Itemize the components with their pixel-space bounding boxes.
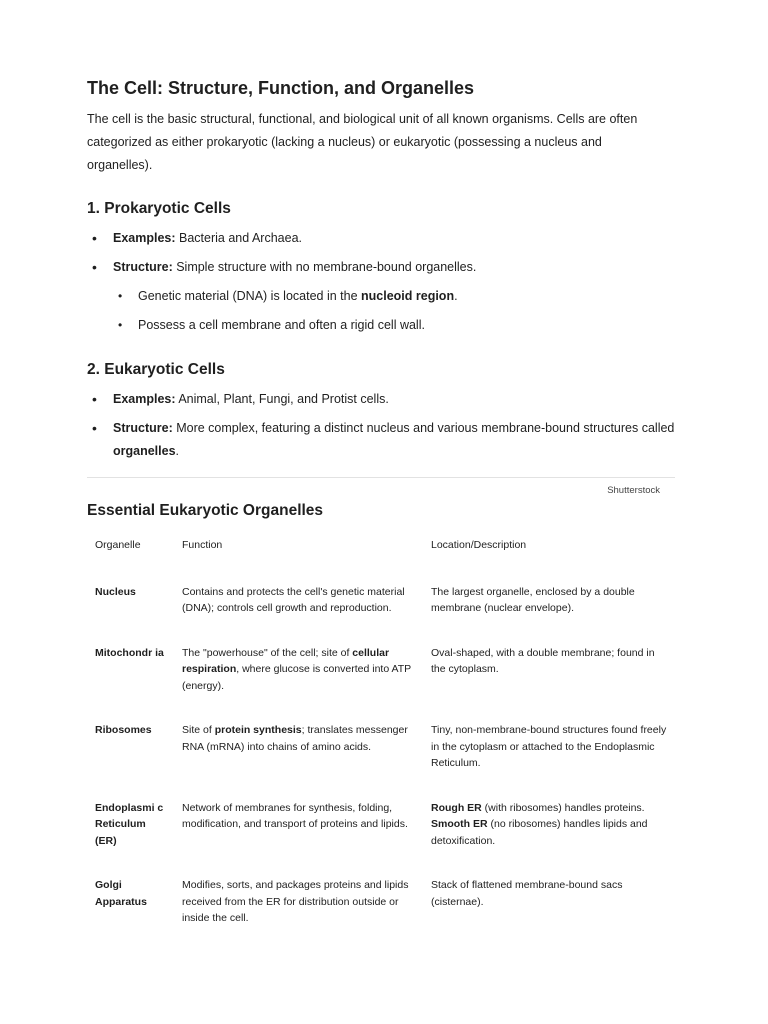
table-row — [87, 722, 677, 800]
table-row — [87, 584, 677, 645]
table-row — [87, 800, 677, 878]
organelle-location: Rough ER (with ribosomes) handles proteins. Smooth ER (no ribosomes) handles lipids and detoxification. — [431, 801, 648, 847]
column-header: Organelle — [95, 539, 141, 551]
organelle-location: Oval-shaped, with a double membrane; found in the cytoplasm. — [431, 646, 655, 675]
eukaryotic-list — [87, 388, 677, 463]
organelle-function: The "powerhouse" of the cell; site of cellular respiration, where glucose is converted into ATP (energy). — [182, 646, 411, 692]
prokaryotic-heading: 1. Prokaryotic Cells — [87, 200, 231, 217]
eukaryotic-heading: 2. Eukaryotic Cells — [87, 361, 225, 378]
divider — [87, 477, 675, 478]
list-item: • Examples: Bacteria and Archaea. — [87, 227, 677, 250]
column-header: Function — [182, 539, 223, 551]
prokaryotic-list — [87, 227, 677, 337]
organelle-location: Stack of flattened membrane-bound sacs (cisternae). — [431, 879, 623, 908]
intro-paragraph: The cell is the basic structural, functional, and biological unit of all known organisms. Cells are often categorized as either prokaryotic (lacking a nucleus) or eukaryotic (possessing a nucleus and organelles). — [87, 112, 638, 172]
organelle-function: Contains and protects the cell's genetic material (DNA); controls cell growth and reproduction. — [182, 585, 405, 614]
list-item: • Structure: More complex, featuring a distinct nucleus and various membrane-bound structures called organelles. — [87, 417, 677, 463]
organelle-name: Nucleus — [95, 585, 136, 598]
list-item: • Structure: Simple structure with no membrane-bound organelles. — [87, 256, 677, 279]
organelle-name: Endoplasmi c Reticulum (ER) — [95, 801, 164, 847]
organelles-heading: Essential Eukaryotic Organelles — [87, 502, 324, 519]
organelle-function: Site of protein synthesis; translates messenger RNA (mRNA) into chains of amino acids. — [182, 724, 408, 753]
column-header: Location/Description — [431, 539, 527, 551]
list-item: • Examples: Animal, Plant, Fungi, and Protist cells. — [87, 388, 677, 411]
organelle-location: Tiny, non-membrane-bound structures found freely in the cytoplasm or attached to the Endoplasmic Reticulum. — [431, 724, 667, 769]
organelle-name: Mitochondr ia — [95, 646, 164, 659]
organelles-table — [87, 534, 677, 955]
organelle-function: Network of membranes for synthesis, folding, modification, and transport of proteins and lipids. — [182, 801, 408, 830]
organelle-function: Modifies, sorts, and packages proteins and lipids received from the ER for distribution outside or inside the cell. — [182, 879, 409, 924]
table-header-row — [87, 534, 677, 584]
list-item: • Genetic material (DNA) is located in the nucleoid region. — [87, 285, 677, 308]
organelle-name: Ribosomes — [95, 724, 152, 736]
image-credit: Shutterstock — [607, 485, 660, 496]
organelle-location: The largest organelle, enclosed by a double membrane (nuclear envelope). — [431, 585, 635, 614]
table-row — [87, 877, 677, 955]
page-title: The Cell: Structure, Function, and Organelles — [87, 78, 475, 98]
list-item: • Possess a cell membrane and often a rigid cell wall. — [87, 314, 677, 337]
table-row — [87, 645, 677, 723]
organelle-name: Golgi Apparatus — [95, 879, 147, 908]
